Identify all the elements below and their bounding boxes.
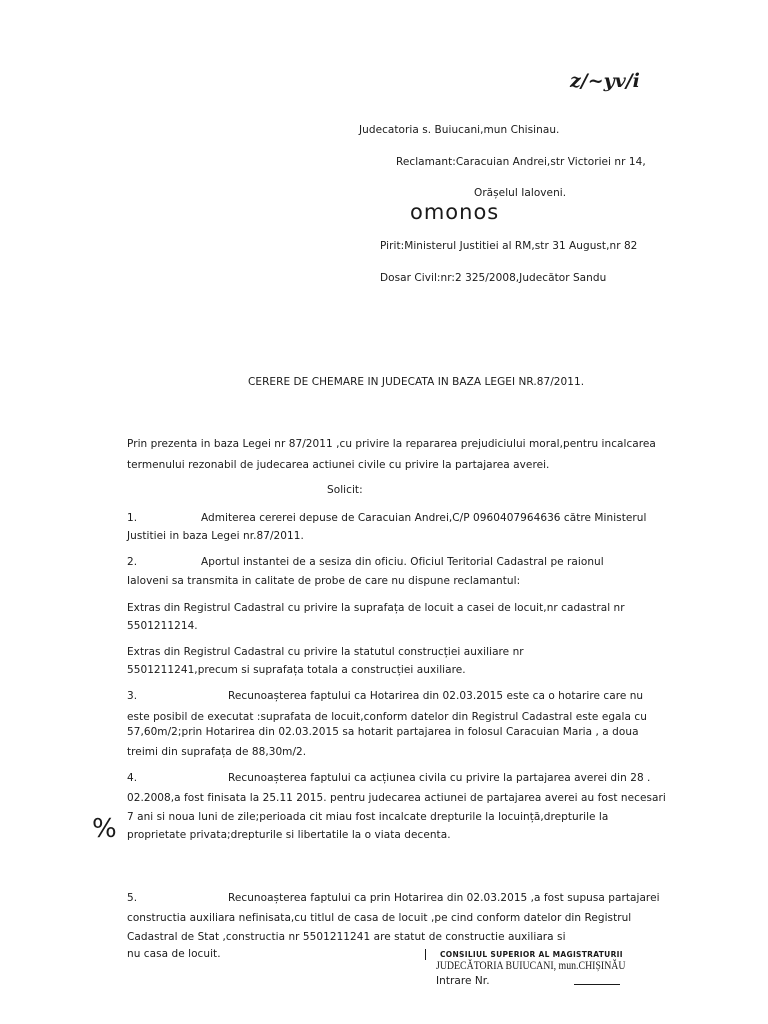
stamp-entry-label: Intrare Nr.: [436, 975, 490, 987]
solicit-heading: Solicit:: [327, 484, 363, 496]
item-5-line-1: Recunoașterea faptului ca prin Hotarirea din 02.03.2015 ,a fost supusa partajarei: [228, 892, 660, 904]
item-3-line-3: 57,60m/2;prin Hotarirea din 02.03.2015 sa hotarit partajarea in folosul Caracuian Maria , a doua: [127, 726, 639, 738]
item-4-line-2: 02.2008,a fost finisata la 25.11 2015. pentru judecarea actiunei de partajarea averei au fost necesari: [127, 792, 666, 804]
omonos-label: omonos: [410, 200, 500, 224]
document-title: CERERE DE CHEMARE IN JUDECATA IN BAZA LEGEI NR.87/2011.: [248, 376, 585, 388]
item-3-line-2: este posibil de executat :suprafata de locuit,conform datelor din Registrul Cadastral este egala cu: [127, 711, 647, 723]
intro-line-1: Prin prezenta in baza Legei nr 87/2011 ,cu privire la repararea prejudiciului moral,pentru incalcarea: [127, 438, 656, 450]
item-4-line-4: proprietate privata;drepturile si libertatile la o viata decenta.: [127, 829, 451, 841]
item-4-number: 4.: [127, 772, 138, 784]
item-2-line-1: Aportul instantei de a sesiza din oficiu. Oficiul Teritorial Cadastral pe raionul: [201, 556, 604, 568]
extract-1-line-1: Extras din Registrul Cadastral cu privire la suprafața de locuit a casei de locuit,nr cadastral nr: [127, 602, 625, 614]
margin-percent-mark: %: [92, 814, 117, 844]
stamp-border-mark: [425, 949, 426, 960]
item-1-line-2: Justitiei in baza Legei nr.87/2011.: [127, 530, 304, 542]
handwritten-registration-mark: z/~yv/i: [570, 70, 640, 92]
item-2-line-2: Ialoveni sa transmita in calitate de probe de care nu dispune reclamantul:: [127, 575, 521, 587]
extract-2-line-1: Extras din Registrul Cadastral cu privire la statutul construcției auxiliare nr: [127, 646, 524, 658]
extract-1-line-2: 5501211214.: [127, 620, 198, 632]
item-1-number: 1.: [127, 512, 138, 524]
item-4-line-1: Recunoașterea faptului ca acțiunea civila cu privire la partajarea averei din 28 .: [228, 772, 651, 784]
item-3-number: 3.: [127, 690, 138, 702]
item-5-line-4: nu casa de locuit.: [127, 948, 221, 960]
plaintiff-line-1: Reclamant:Caracuian Andrei,str Victoriei nr 14,: [396, 156, 646, 168]
plaintiff-line-2: Orășelul Ialoveni.: [474, 187, 567, 199]
court-name: Judecatoria s. Buiucani,mun Chisinau.: [359, 124, 560, 136]
item-4-line-3: 7 ani si noua luni de zile;perioada cit miau fost incalcate drepturile la locuință,drepturile la: [127, 811, 609, 823]
item-1-line-1: Admiterea cererei depuse de Caracuian Andrei,C/P 0960407964636 către Ministerul: [201, 512, 647, 524]
extract-2-line-2: 5501211241,precum si suprafața totala a construcției auxiliare.: [127, 664, 466, 676]
item-2-number: 2.: [127, 556, 138, 568]
intro-line-2: termenului rezonabil de judecarea actiunei civile cu privire la partajarea averei.: [127, 459, 550, 471]
stamp-council-header: CONSILIUL SUPERIOR AL MAGISTRATURII: [440, 950, 623, 959]
stamp-entry-number-blank: [574, 984, 620, 985]
case-file-line: Dosar Civil:nr:2 325/2008,Judecător Sandu: [380, 272, 607, 284]
stamp-court-name: JUDECĂTORIA BUIUCANI, mun.CHIȘINĂU: [436, 958, 626, 972]
defendant-line: Pirit:Ministerul Justitiei al RM,str 31 August,nr 82: [380, 240, 638, 252]
item-5-line-2: constructia auxiliara nefinisata,cu titlul de casa de locuit ,pe cind conform datelor din Registrul: [127, 912, 632, 924]
item-5-number: 5.: [127, 892, 138, 904]
item-3-line-4: treimi din suprafața de 88,30m/2.: [127, 746, 307, 758]
item-5-line-3: Cadastral de Stat ,constructia nr 5501211241 are statut de constructie auxiliara si: [127, 931, 566, 943]
item-3-line-1: Recunoașterea faptului ca Hotarirea din 02.03.2015 este ca o hotarire care nu: [228, 690, 644, 702]
